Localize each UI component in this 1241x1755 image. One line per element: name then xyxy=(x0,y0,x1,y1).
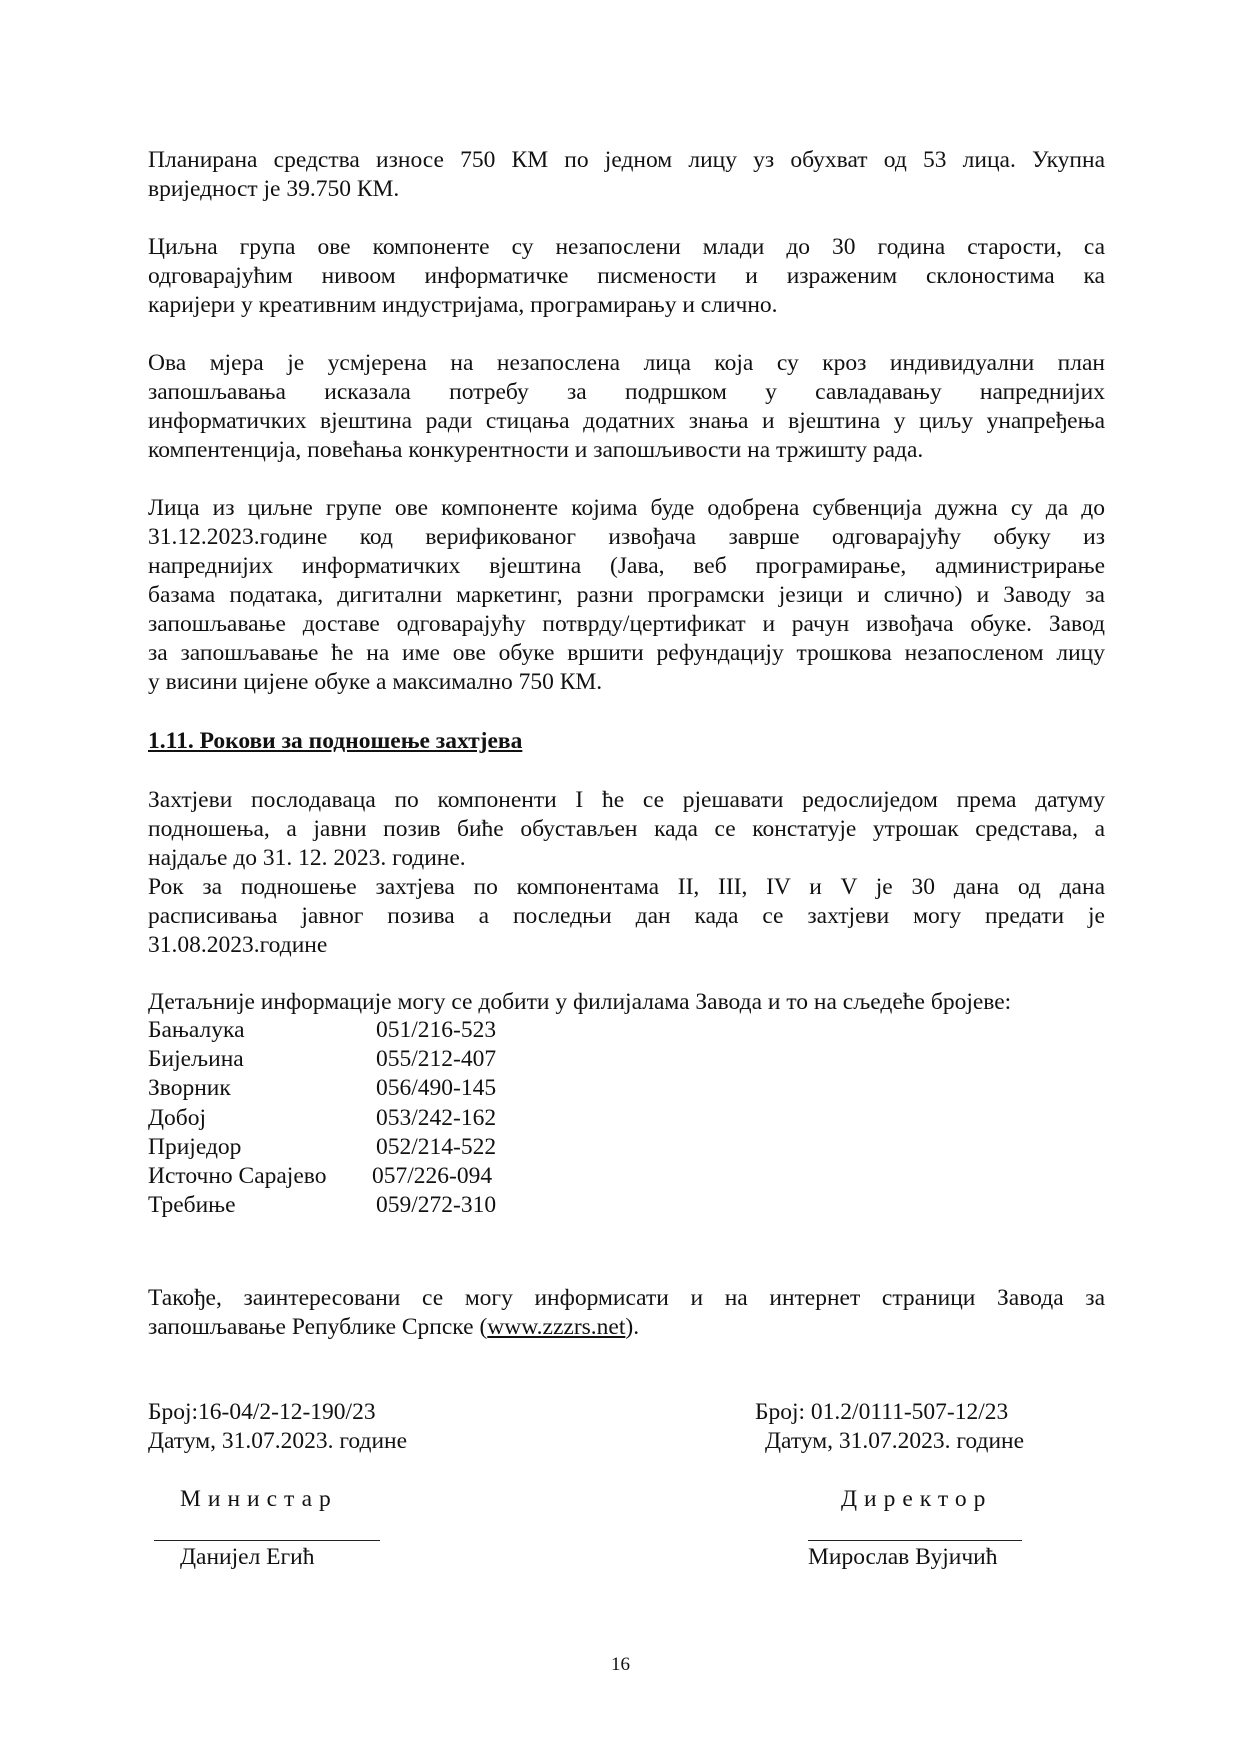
list-item xyxy=(148,1191,496,1220)
text-line: базама података, дигитални маркетинг, разни програмски језици и слично) и Заводу за xyxy=(148,582,1105,608)
branch-phone: 055/212-407 xyxy=(376,1046,497,1073)
director-signature-line xyxy=(808,1540,1022,1541)
branch-phone: 057/226-094 xyxy=(372,1162,493,1189)
text-line: Ова мјера је усмјерена на незапослена лица која су кроз индивидуални план xyxy=(148,350,1105,376)
branch-name: Добој xyxy=(148,1104,207,1131)
page-number: 16 xyxy=(611,1654,630,1675)
branch-name: Приједор xyxy=(148,1133,242,1160)
paragraph-deadlines-component-i xyxy=(148,786,1105,873)
text-line xyxy=(148,1313,1105,1342)
website-prefix: запошљавање Републике Српске ( xyxy=(148,1314,488,1340)
list-item xyxy=(148,1045,496,1074)
text-line: Рок за подношење захтјева по компонентама II, III, IV и V је 30 дана од дана xyxy=(148,874,1105,900)
text-line: Такође, заинтересовани се могу информисати и на интернет страници Завода за xyxy=(148,1285,1105,1311)
list-item xyxy=(148,1162,496,1191)
text-line: одговарајућим нивоом информатичке писмености и израженим склоностима ка xyxy=(148,263,1105,289)
minister-title: Министар xyxy=(180,1486,338,1512)
paragraph-funding xyxy=(148,146,1105,204)
text-line: Захтјеви послодаваца по компоненти I ће се рјешавати редослиједом према датуму xyxy=(148,787,1105,813)
list-item xyxy=(148,1104,496,1133)
text-line: запошљавања исказала потребу за подршком у савладавању напреднијих xyxy=(148,379,1105,405)
branch-phone: 056/490-145 xyxy=(376,1075,497,1102)
paragraph-website xyxy=(148,1284,1105,1342)
list-item xyxy=(148,1074,496,1103)
director-name: Мирослав Вујичић xyxy=(808,1544,998,1570)
right-document-date: Датум, 31.07.2023. године xyxy=(765,1428,1025,1454)
text-line: Циљна група ове компоненте су незапослени млади до 30 година старости, са xyxy=(148,234,1105,260)
text-line: 31.08.2023.године xyxy=(148,932,328,958)
text-line: 31.12.2023.године код верификованог извођача заврше одговарајућу обуку из xyxy=(148,524,1105,550)
list-item xyxy=(148,1016,496,1045)
branch-name: Требиње xyxy=(148,1192,236,1219)
right-document-number: Број: 01.2/0111-507-12/23 xyxy=(755,1399,1009,1425)
branch-phone: 052/214-522 xyxy=(376,1133,497,1160)
text-line: најдаље до 31. 12. 2023. године. xyxy=(148,845,466,871)
branch-name: Зворник xyxy=(148,1075,231,1102)
branch-name: Источно Сарајево xyxy=(148,1162,327,1189)
text-line: подношења, а јавни позив биће обустављен када се констатује утрошак средстава, а xyxy=(148,816,1105,842)
left-document-number: Број:16-04/2-12-190/23 xyxy=(148,1399,376,1425)
text-line: у висини цијене обуке а максимално 750 КМ. xyxy=(148,669,603,695)
text-line: запошљавање доставе одговарајућу потврду/цертификат и рачун извођача обуке. Завод xyxy=(148,611,1105,637)
minister-signature-line xyxy=(154,1540,380,1541)
branch-contacts xyxy=(148,1016,496,1220)
text-line: информатичких вјештина ради стицања додатних знања и вјештина у циљу унапређења xyxy=(148,408,1105,434)
paragraph-deadlines-components xyxy=(148,873,1105,960)
paragraph-target-group xyxy=(148,233,1105,320)
left-document-date: Датум, 31.07.2023. године xyxy=(148,1428,408,1454)
text-line: за запошљавање ће на име ове обуке вршити рефундацију трошкова незапосленом лицу xyxy=(148,640,1105,666)
text-line: компентенција, повећања конкурентности и запошљивости на тржишту рада. xyxy=(148,437,924,463)
section-heading: 1.11. Рокови за подношење захтјева xyxy=(148,728,523,754)
branch-phone: 059/272-310 xyxy=(376,1192,497,1219)
minister-name: Данијел Егић xyxy=(180,1544,315,1570)
branch-phone: 053/242-162 xyxy=(376,1104,497,1131)
text-line: Планирана средства износе 750 КМ по једном лицу уз обухват од 53 лица. Укупна xyxy=(148,147,1105,173)
text-line: Лица из циљне групе ове компоненте којима буде одобрена субвенција дужна су да до xyxy=(148,495,1105,521)
director-title: Директор xyxy=(841,1486,993,1512)
branch-name: Бијељина xyxy=(148,1046,244,1073)
text-line: каријери у креативним индустријама, програмирању и слично. xyxy=(148,292,778,318)
paragraph-contact-intro xyxy=(148,988,1105,1017)
text-line: напреднијих информатичких вјештина (Јава, веб програмирање, администрирање xyxy=(148,553,1105,579)
text-line: Детаљније информације могу се добити у филијалама Завода и то на сљедеће бројеве: xyxy=(148,989,1012,1015)
list-item xyxy=(148,1133,496,1162)
website-suffix: ). xyxy=(625,1314,640,1340)
paragraph-subsidy xyxy=(148,494,1105,697)
branch-phone: 051/216-523 xyxy=(376,1017,497,1043)
text-line: вриједност је 39.750 КМ. xyxy=(148,176,400,202)
text-line: расписивања јавног позива а последњи дан када се захтјеви могу предати је xyxy=(148,903,1105,929)
paragraph-measure xyxy=(148,349,1105,465)
website-link[interactable]: www.zzzrs.net xyxy=(487,1314,626,1340)
branch-name: Бањалука xyxy=(148,1017,245,1043)
